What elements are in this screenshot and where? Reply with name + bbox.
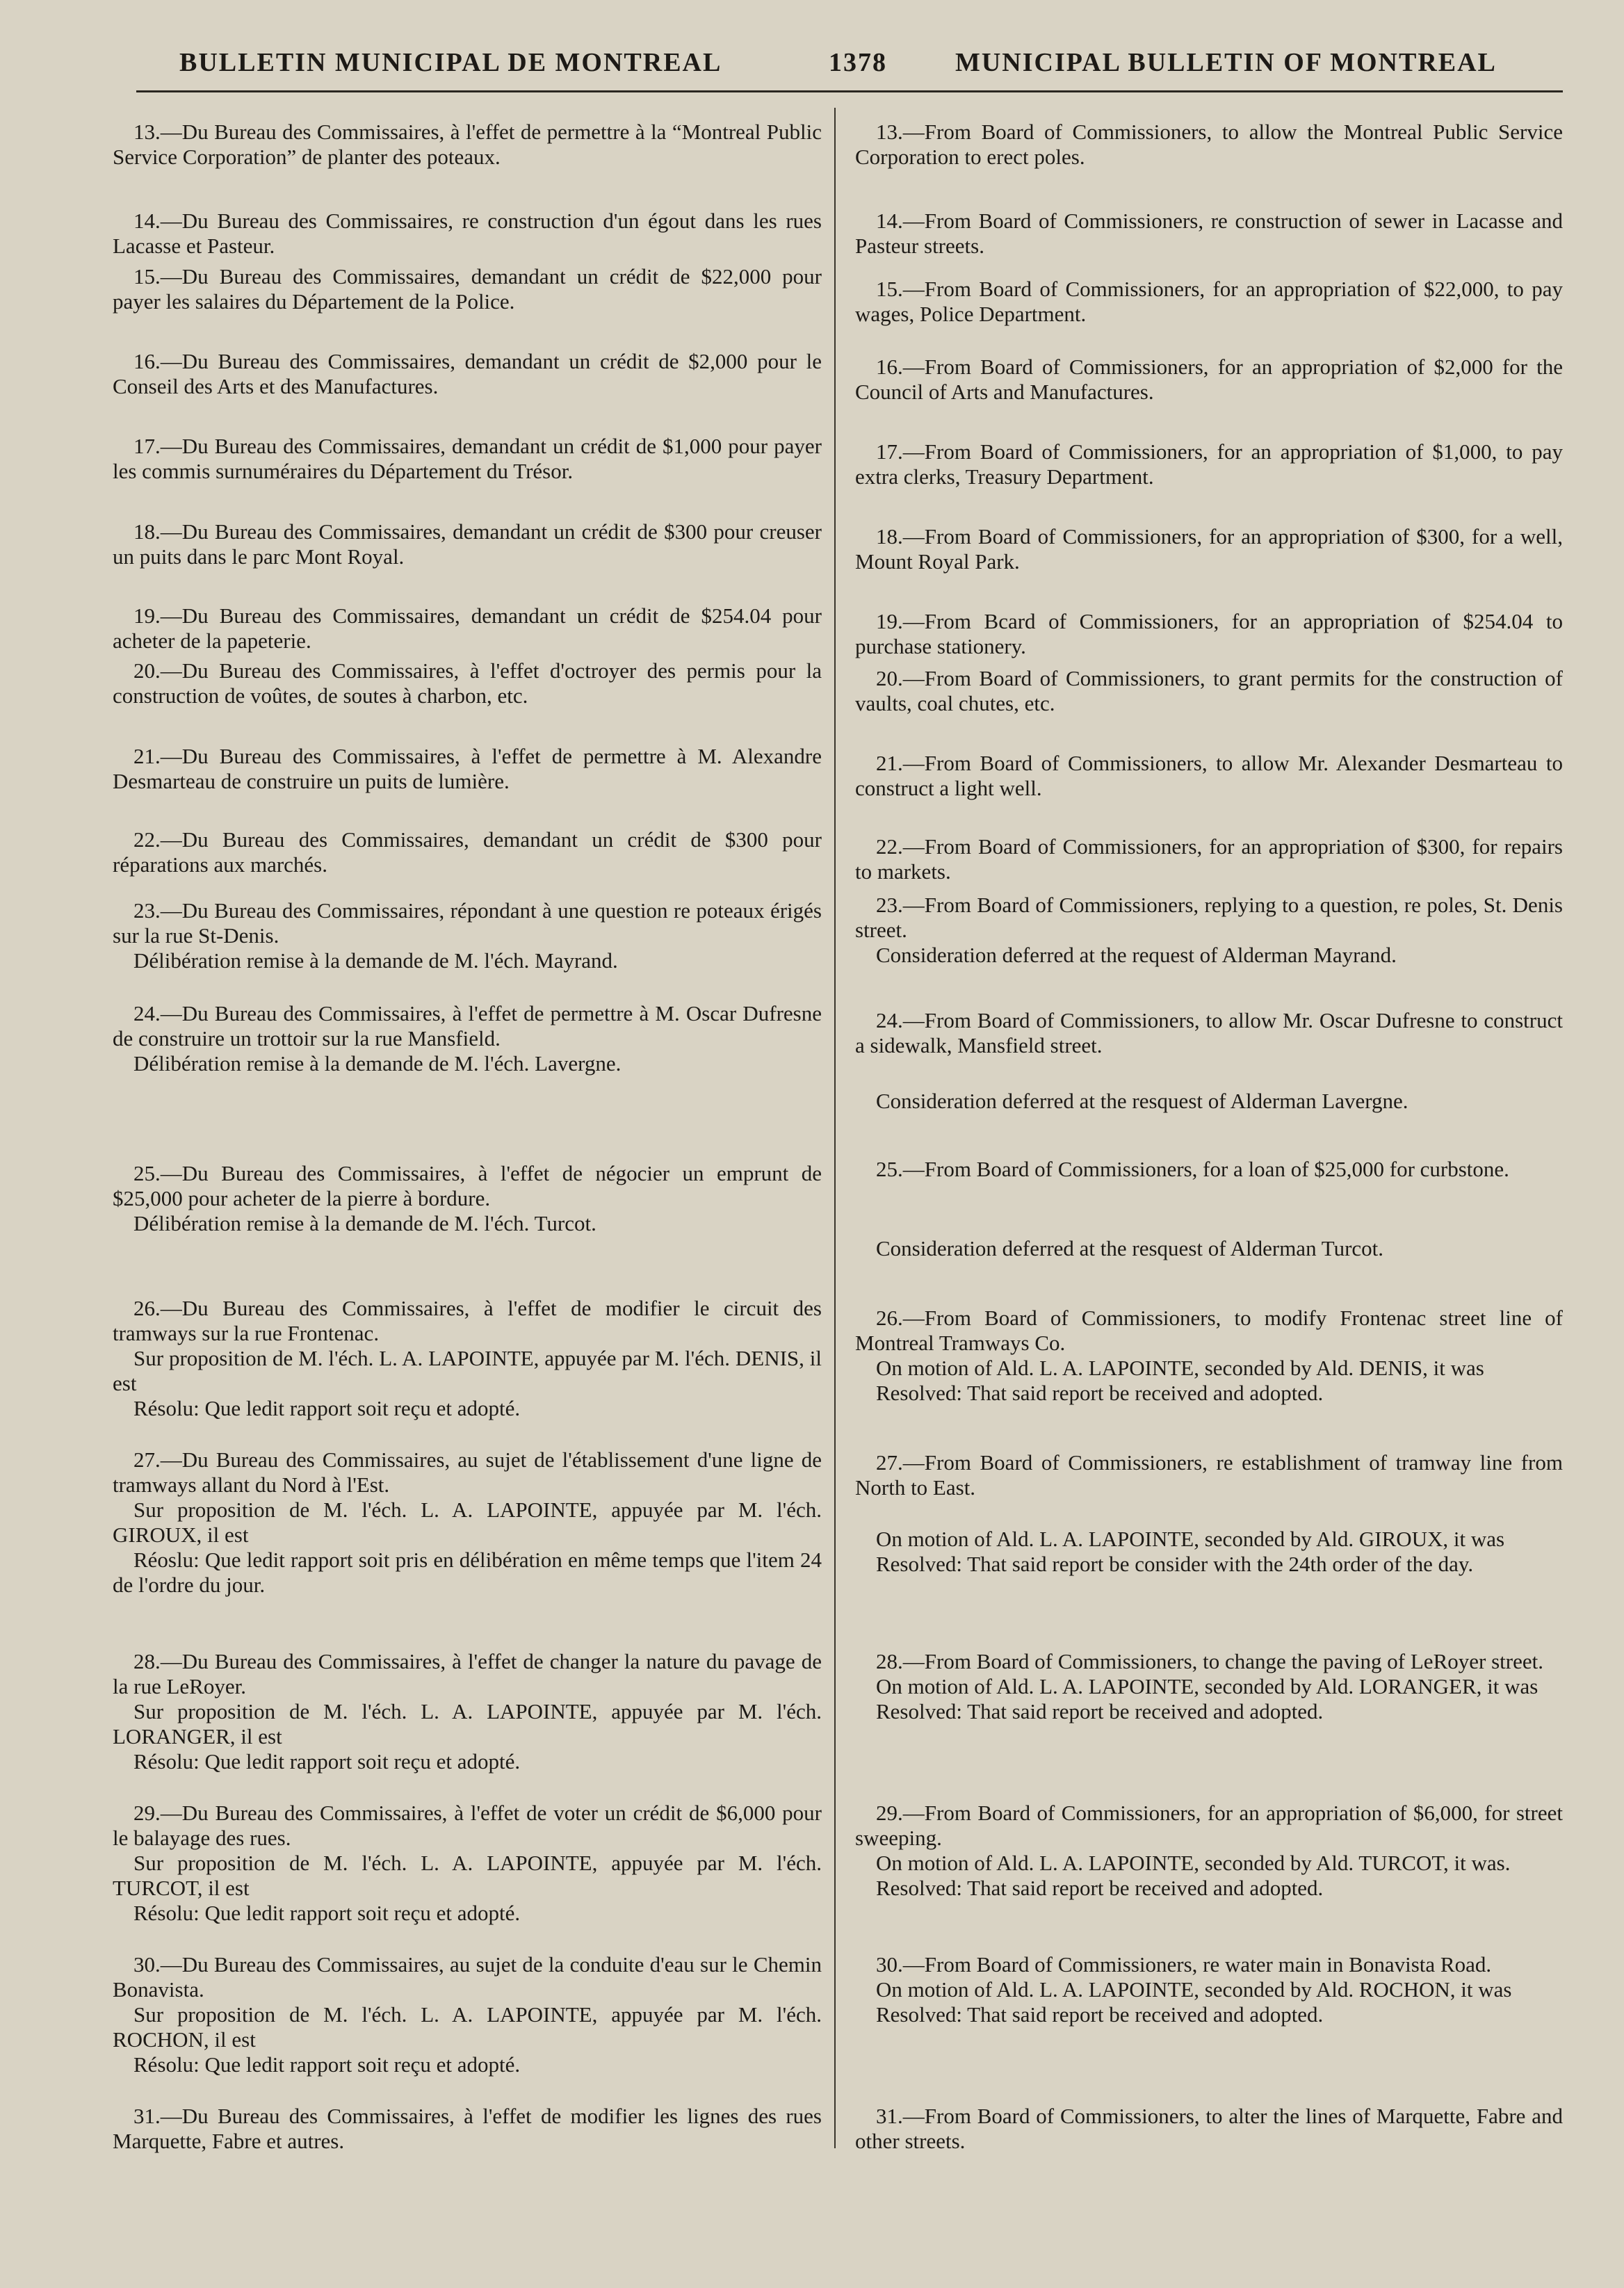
agenda-item bbox=[113, 603, 822, 654]
item-resolution: Sur proposition de M. l'éch. L. A. LAPOINTE, appuyée par M. l'éch. LORANGER, il est bbox=[113, 1699, 822, 1749]
agenda-item bbox=[855, 355, 1563, 405]
item-text: 19.—From Bcard of Commissioners, for an appropriation of $254.04 to purchase stationery. bbox=[855, 609, 1563, 658]
agenda-item bbox=[113, 434, 822, 484]
agenda-item bbox=[855, 1157, 1563, 1182]
agenda-item bbox=[113, 264, 822, 314]
item-text: 27.—Du Bureau des Commissaires, au sujet de l'établissement d'une ligne de tramways allant du Nord à l'Est. bbox=[113, 1447, 822, 1497]
item-resolution: Résolu: Que ledit rapport soit reçu et adopté. bbox=[133, 2052, 521, 2077]
item-text: 27.—From Board of Commissioners, re establishment of tramway line from North to East. bbox=[855, 1450, 1563, 1500]
item-text: 26.—From Board of Commissioners, to modify Frontenac street line of Montreal Tramways Co. bbox=[855, 1306, 1563, 1355]
agenda-item bbox=[113, 1649, 822, 1774]
agenda-item bbox=[855, 834, 1563, 884]
item-text: 31.—Du Bureau des Commissaires, à l'effet de modifier les lignes des rues Marquette, Fabre et autres. bbox=[113, 2104, 822, 2153]
item-text: 22.—Du Bureau des Commissaires, demandant un crédit de $300 pour réparations aux marchés. bbox=[113, 827, 822, 877]
agenda-item bbox=[855, 893, 1563, 968]
item-text: 26.—Du Bureau des Commissaires, à l'effet de modifier le circuit des tramways sur la rue Frontenac. bbox=[113, 1296, 822, 1345]
item-text: 17.—Du Bureau des Commissaires, demandant un crédit de $1,000 pour payer les commis surnuméraires du Département du Trésor. bbox=[113, 434, 822, 483]
item-resolution: Résolu: Que ledit rapport soit reçu et adopté. bbox=[133, 1396, 521, 1420]
agenda-item bbox=[855, 609, 1563, 659]
agenda-item bbox=[855, 2104, 1563, 2154]
item-resolution: Délibération remise à la demande de M. l'éch. Lavergne. bbox=[133, 1051, 622, 1076]
agenda-item bbox=[855, 277, 1563, 327]
agenda-item bbox=[113, 120, 822, 170]
item-text: 25.—From Board of Commissioners, for a loan of $25,000 for curbstone. bbox=[876, 1157, 1509, 1181]
item-resolution: Sur proposition de M. l'éch. L. A. LAPOINTE, appuyée par M. l'éch. GIROUX, il est bbox=[113, 1498, 822, 1547]
agenda-item bbox=[113, 1296, 822, 1421]
agenda-item bbox=[855, 120, 1563, 170]
agenda-item bbox=[113, 898, 822, 973]
item-text: 29.—Du Bureau des Commissaires, à l'effet de voter un crédit de $6,000 pour le balayage des rues. bbox=[113, 1801, 822, 1850]
agenda-item bbox=[113, 209, 822, 259]
item-resolution: Resolved: That said report be received and adopted. bbox=[876, 1381, 1324, 1405]
item-text: 21.—From Board of Commissioners, to allow Mr. Alexander Desmarteau to construct a light well. bbox=[855, 751, 1563, 800]
item-text: 15.—From Board of Commissioners, for an appropriation of $22,000, to pay wages, Police Department. bbox=[855, 277, 1563, 326]
item-text: 18.—From Board of Commissioners, for an appropriation of $300, for a well, Mount Royal Park. bbox=[855, 524, 1563, 574]
item-text: 24.—Du Bureau des Commissaires, à l'effet de permettre à M. Oscar Dufresne de construire un trottoir sur la rue Mansfield. bbox=[113, 1001, 822, 1050]
item-text: 30.—Du Bureau des Commissaires, au sujet de la conduite d'eau sur le Chemin Bonavista. bbox=[113, 1952, 822, 2002]
item-text: 15.—Du Bureau des Commissaires, demandant un crédit de $22,000 pour payer les salaires du Département de la Police. bbox=[113, 264, 822, 314]
item-resolution: Resolved: That said report be consider with the 24th order of the day. bbox=[876, 1552, 1474, 1576]
item-text: Consideration deferred at the resquest of Alderman Lavergne. bbox=[876, 1089, 1408, 1113]
agenda-item bbox=[113, 2104, 822, 2154]
agenda-item bbox=[855, 751, 1563, 801]
agenda-item bbox=[113, 744, 822, 794]
item-text: 20.—Du Bureau des Commissaires, à l'effet d'octroyer des permis pour la construction de voûtes, de soutes à charbon, etc. bbox=[113, 658, 822, 708]
agenda-item bbox=[855, 524, 1563, 574]
agenda-item bbox=[855, 1952, 1563, 2027]
agenda-item bbox=[113, 1447, 822, 1598]
agenda-item bbox=[855, 1450, 1563, 1500]
item-resolution: Sur proposition de M. l'éch. L. A. LAPOINTE, appuyée par M. l'éch. TURCOT, il est bbox=[113, 1851, 822, 1900]
item-text: 20.—From Board of Commissioners, to grant permits for the construction of vaults, coal chutes, etc. bbox=[855, 666, 1563, 715]
item-resolution: Resolved: That said report be received and adopted. bbox=[876, 1876, 1324, 1900]
header-french-title: BULLETIN MUNICIPAL DE MONTREAL bbox=[179, 48, 722, 77]
item-resolution: Consideration deferred at the request of Alderman Mayrand. bbox=[876, 943, 1397, 967]
agenda-item bbox=[855, 439, 1563, 489]
item-resolution: Sur proposition de M. l'éch. L. A. LAPOINTE, appuyée par M. l'éch. DENIS, il est bbox=[113, 1346, 822, 1395]
item-text: 22.—From Board of Commissioners, for an appropriation of $300, for repairs to markets. bbox=[855, 834, 1563, 884]
page-number: 1378 bbox=[829, 48, 887, 77]
item-resolution: Sur proposition de M. l'éch. L. A. LAPOINTE, appuyée par M. l'éch. ROCHON, il est bbox=[113, 2002, 822, 2052]
item-text: 19.—Du Bureau des Commissaires, demandant un crédit de $254.04 pour acheter de la papeterie. bbox=[113, 603, 822, 653]
item-resolution: On motion of Ald. L. A. LAPOINTE, seconded by Ald. LORANGER, it was bbox=[876, 1674, 1538, 1698]
agenda-item bbox=[855, 1008, 1563, 1058]
item-text: 25.—Du Bureau des Commissaires, à l'effet de négocier un emprunt de $25,000 pour acheter de la pierre à bordure. bbox=[113, 1161, 822, 1210]
header-english-title: MUNICIPAL BULLETIN OF MONTREAL bbox=[955, 48, 1497, 77]
item-text: Consideration deferred at the resquest of Alderman Turcot. bbox=[876, 1236, 1384, 1260]
item-text: 14.—From Board of Commissioners, re construction of sewer in Lacasse and Pasteur streets. bbox=[855, 209, 1563, 258]
item-text: 13.—From Board of Commissioners, to allow the Montreal Public Service Corporation to erect poles. bbox=[855, 120, 1563, 169]
agenda-item bbox=[113, 519, 822, 569]
agenda-item bbox=[855, 666, 1563, 716]
item-text: 17.—From Board of Commissioners, for an appropriation of $1,000, to pay extra clerks, Treasury Department. bbox=[855, 439, 1563, 489]
column-divider bbox=[834, 108, 836, 2148]
agenda-item bbox=[855, 1801, 1563, 1901]
item-text: 16.—Du Bureau des Commissaires, demandant un crédit de $2,000 pour le Conseil des Arts et des Manufactures. bbox=[113, 349, 822, 398]
item-resolution: Resolved: That said report be received and adopted. bbox=[876, 1699, 1324, 1723]
item-text: 24.—From Board of Commissioners, to allow Mr. Oscar Dufresne to construct a sidewalk, Mansfield street. bbox=[855, 1008, 1563, 1057]
agenda-item bbox=[113, 1001, 822, 1076]
agenda-item bbox=[855, 1089, 1563, 1114]
item-resolution: Délibération remise à la demande de M. l'éch. Turcot. bbox=[133, 1211, 596, 1235]
item-text: 18.—Du Bureau des Commissaires, demandant un crédit de $300 pour creuser un puits dans le parc Mont Royal. bbox=[113, 519, 822, 569]
item-text: 21.—Du Bureau des Commissaires, à l'effet de permettre à M. Alexandre Desmarteau de construire un puits de lumière. bbox=[113, 744, 822, 793]
agenda-item bbox=[855, 1306, 1563, 1406]
item-text: 28.—From Board of Commissioners, to change the paving of LeRoyer street. bbox=[876, 1649, 1543, 1673]
page-header bbox=[0, 42, 1624, 83]
item-resolution: On motion of Ald. L. A. LAPOINTE, seconded by Ald. ROCHON, it was bbox=[876, 1977, 1512, 2002]
agenda-item bbox=[113, 349, 822, 399]
item-text: 29.—From Board of Commissioners, for an appropriation of $6,000, for street sweeping. bbox=[855, 1801, 1563, 1850]
agenda-item bbox=[855, 1527, 1563, 1577]
agenda-item bbox=[113, 1161, 822, 1236]
header-rule bbox=[136, 90, 1563, 92]
item-text: 14.—Du Bureau des Commissaires, re construction d'un égout dans les rues Lacasse et Pasteur. bbox=[113, 209, 822, 258]
item-resolution: Résolu: Que ledit rapport soit reçu et adopté. bbox=[133, 1901, 521, 1925]
item-text: 31.—From Board of Commissioners, to alter the lines of Marquette, Fabre and other streets. bbox=[855, 2104, 1563, 2153]
agenda-item bbox=[113, 1952, 822, 2077]
item-resolution: On motion of Ald. L. A. LAPOINTE, seconded by Ald. TURCOT, it was. bbox=[876, 1851, 1511, 1875]
item-text: 30.—From Board of Commissioners, re water main in Bonavista Road. bbox=[876, 1952, 1492, 1977]
agenda-item bbox=[113, 658, 822, 708]
agenda-item bbox=[855, 209, 1563, 259]
item-text: 28.—Du Bureau des Commissaires, à l'effet de changer la nature du pavage de la rue LeRoyer. bbox=[113, 1649, 822, 1698]
agenda-item bbox=[113, 1801, 822, 1926]
item-resolution: Resolved: That said report be received and adopted. bbox=[876, 2002, 1324, 2027]
item-text: 23.—From Board of Commissioners, replying to a question, re poles, St. Denis street. bbox=[855, 893, 1563, 942]
item-text: 16.—From Board of Commissioners, for an appropriation of $2,000 for the Council of Arts and Manufactures. bbox=[855, 355, 1563, 404]
item-resolution: On motion of Ald. L. A. LAPOINTE, seconded by Ald. DENIS, it was bbox=[876, 1356, 1484, 1380]
item-resolution: Résolu: Que ledit rapport soit reçu et adopté. bbox=[133, 1749, 521, 1774]
agenda-item bbox=[113, 827, 822, 877]
item-resolution: Délibération remise à la demande de M. l'éch. Mayrand. bbox=[133, 948, 618, 973]
item-text: 13.—Du Bureau des Commissaires, à l'effet de permettre à la “Montreal Public Service Corporation” de planter des poteaux. bbox=[113, 120, 822, 169]
item-text: 23.—Du Bureau des Commissaires, répondant à une question re poteaux érigés sur la rue St-Denis. bbox=[113, 898, 822, 948]
agenda-item bbox=[855, 1649, 1563, 1724]
item-text: On motion of Ald. L. A. LAPOINTE, seconded by Ald. GIROUX, it was bbox=[876, 1527, 1505, 1551]
item-resolution: Réoslu: Que ledit rapport soit pris en délibération en même temps que l'item 24 de l'ordre du jour. bbox=[113, 1548, 822, 1597]
agenda-item bbox=[855, 1236, 1563, 1261]
